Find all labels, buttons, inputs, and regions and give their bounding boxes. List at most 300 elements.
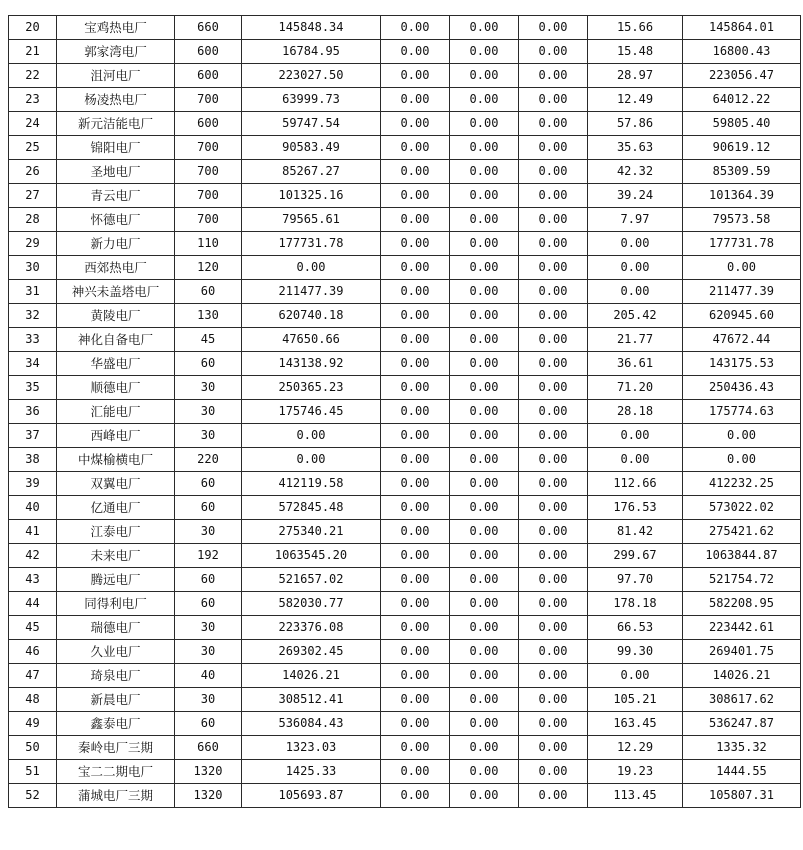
plant-name-cell: 新元洁能电厂 xyxy=(57,112,175,136)
value-cell: 177731.78 xyxy=(242,232,381,256)
value-cell: 14026.21 xyxy=(242,664,381,688)
row-number-cell: 21 xyxy=(9,40,57,64)
total-cell: 177731.78 xyxy=(683,232,801,256)
row-number-cell: 40 xyxy=(9,496,57,520)
total-cell: 47672.44 xyxy=(683,328,801,352)
plant-name-cell: 华盛电厂 xyxy=(57,352,175,376)
zero-cell-c: 0.00 xyxy=(519,136,588,160)
adjustment-cell: 35.63 xyxy=(588,136,683,160)
plant-name-cell: 琦泉电厂 xyxy=(57,664,175,688)
total-cell: 521754.72 xyxy=(683,568,801,592)
plant-name-cell: 神化自备电厂 xyxy=(57,328,175,352)
plant-name-cell: 汇能电厂 xyxy=(57,400,175,424)
zero-cell-b: 0.00 xyxy=(450,160,519,184)
zero-cell-a: 0.00 xyxy=(381,88,450,112)
zero-cell-c: 0.00 xyxy=(519,400,588,424)
adjustment-cell: 205.42 xyxy=(588,304,683,328)
row-number-cell: 30 xyxy=(9,256,57,280)
adjustment-cell: 0.00 xyxy=(588,448,683,472)
zero-cell-c: 0.00 xyxy=(519,64,588,88)
zero-cell-c: 0.00 xyxy=(519,280,588,304)
total-cell: 620945.60 xyxy=(683,304,801,328)
capacity-cell: 660 xyxy=(175,16,242,40)
value-cell: 275340.21 xyxy=(242,520,381,544)
value-cell: 90583.49 xyxy=(242,136,381,160)
value-cell: 101325.16 xyxy=(242,184,381,208)
zero-cell-c: 0.00 xyxy=(519,160,588,184)
zero-cell-a: 0.00 xyxy=(381,520,450,544)
zero-cell-b: 0.00 xyxy=(450,16,519,40)
row-number-cell: 27 xyxy=(9,184,57,208)
capacity-cell: 60 xyxy=(175,352,242,376)
zero-cell-a: 0.00 xyxy=(381,136,450,160)
plant-name-cell: 西郊热电厂 xyxy=(57,256,175,280)
table-row xyxy=(9,352,801,376)
zero-cell-b: 0.00 xyxy=(450,208,519,232)
zero-cell-a: 0.00 xyxy=(381,640,450,664)
table-row xyxy=(9,16,801,40)
row-number-cell: 50 xyxy=(9,736,57,760)
value-cell: 0.00 xyxy=(242,448,381,472)
table-row xyxy=(9,424,801,448)
total-cell: 79573.58 xyxy=(683,208,801,232)
value-cell: 572845.48 xyxy=(242,496,381,520)
zero-cell-b: 0.00 xyxy=(450,40,519,64)
plant-name-cell: 西峰电厂 xyxy=(57,424,175,448)
row-number-cell: 38 xyxy=(9,448,57,472)
value-cell: 1323.03 xyxy=(242,736,381,760)
adjustment-cell: 99.30 xyxy=(588,640,683,664)
adjustment-cell: 12.29 xyxy=(588,736,683,760)
total-cell: 308617.62 xyxy=(683,688,801,712)
total-cell: 59805.40 xyxy=(683,112,801,136)
plant-name-cell: 怀德电厂 xyxy=(57,208,175,232)
zero-cell-b: 0.00 xyxy=(450,520,519,544)
adjustment-cell: 178.18 xyxy=(588,592,683,616)
table-row xyxy=(9,448,801,472)
adjustment-cell: 39.24 xyxy=(588,184,683,208)
total-cell: 175774.63 xyxy=(683,400,801,424)
adjustment-cell: 0.00 xyxy=(588,280,683,304)
table-row xyxy=(9,88,801,112)
zero-cell-c: 0.00 xyxy=(519,328,588,352)
capacity-cell: 660 xyxy=(175,736,242,760)
zero-cell-a: 0.00 xyxy=(381,40,450,64)
table-body xyxy=(9,16,801,808)
total-cell: 1063844.87 xyxy=(683,544,801,568)
capacity-cell: 120 xyxy=(175,256,242,280)
zero-cell-b: 0.00 xyxy=(450,88,519,112)
plant-name-cell: 亿通电厂 xyxy=(57,496,175,520)
total-cell: 223442.61 xyxy=(683,616,801,640)
plant-name-cell: 沮河电厂 xyxy=(57,64,175,88)
capacity-cell: 40 xyxy=(175,664,242,688)
total-cell: 145864.01 xyxy=(683,16,801,40)
row-number-cell: 25 xyxy=(9,136,57,160)
table-row xyxy=(9,472,801,496)
total-cell: 269401.75 xyxy=(683,640,801,664)
zero-cell-b: 0.00 xyxy=(450,496,519,520)
zero-cell-b: 0.00 xyxy=(450,616,519,640)
zero-cell-b: 0.00 xyxy=(450,328,519,352)
plant-name-cell: 同得利电厂 xyxy=(57,592,175,616)
zero-cell-a: 0.00 xyxy=(381,616,450,640)
zero-cell-b: 0.00 xyxy=(450,112,519,136)
total-cell: 101364.39 xyxy=(683,184,801,208)
capacity-cell: 192 xyxy=(175,544,242,568)
adjustment-cell: 71.20 xyxy=(588,376,683,400)
adjustment-cell: 113.45 xyxy=(588,784,683,808)
table-row xyxy=(9,376,801,400)
adjustment-cell: 112.66 xyxy=(588,472,683,496)
capacity-cell: 45 xyxy=(175,328,242,352)
zero-cell-b: 0.00 xyxy=(450,592,519,616)
adjustment-cell: 19.23 xyxy=(588,760,683,784)
capacity-cell: 700 xyxy=(175,136,242,160)
zero-cell-b: 0.00 xyxy=(450,736,519,760)
total-cell: 412232.25 xyxy=(683,472,801,496)
zero-cell-c: 0.00 xyxy=(519,208,588,232)
capacity-cell: 60 xyxy=(175,568,242,592)
table-row xyxy=(9,496,801,520)
zero-cell-a: 0.00 xyxy=(381,736,450,760)
adjustment-cell: 7.97 xyxy=(588,208,683,232)
value-cell: 0.00 xyxy=(242,256,381,280)
zero-cell-b: 0.00 xyxy=(450,136,519,160)
zero-cell-b: 0.00 xyxy=(450,424,519,448)
plant-name-cell: 宝二二期电厂 xyxy=(57,760,175,784)
zero-cell-a: 0.00 xyxy=(381,448,450,472)
row-number-cell: 26 xyxy=(9,160,57,184)
total-cell: 90619.12 xyxy=(683,136,801,160)
zero-cell-c: 0.00 xyxy=(519,592,588,616)
table-row xyxy=(9,544,801,568)
table-row xyxy=(9,640,801,664)
plant-name-cell: 秦岭电厂三期 xyxy=(57,736,175,760)
row-number-cell: 31 xyxy=(9,280,57,304)
adjustment-cell: 15.66 xyxy=(588,16,683,40)
plant-name-cell: 新晨电厂 xyxy=(57,688,175,712)
row-number-cell: 29 xyxy=(9,232,57,256)
capacity-cell: 60 xyxy=(175,496,242,520)
zero-cell-c: 0.00 xyxy=(519,88,588,112)
zero-cell-c: 0.00 xyxy=(519,496,588,520)
zero-cell-a: 0.00 xyxy=(381,400,450,424)
capacity-cell: 30 xyxy=(175,424,242,448)
zero-cell-b: 0.00 xyxy=(450,280,519,304)
adjustment-cell: 42.32 xyxy=(588,160,683,184)
row-number-cell: 35 xyxy=(9,376,57,400)
zero-cell-b: 0.00 xyxy=(450,472,519,496)
zero-cell-b: 0.00 xyxy=(450,232,519,256)
plant-name-cell: 腾远电厂 xyxy=(57,568,175,592)
value-cell: 79565.61 xyxy=(242,208,381,232)
plant-name-cell: 顺德电厂 xyxy=(57,376,175,400)
total-cell: 573022.02 xyxy=(683,496,801,520)
table-row xyxy=(9,160,801,184)
table-row xyxy=(9,208,801,232)
zero-cell-a: 0.00 xyxy=(381,376,450,400)
zero-cell-b: 0.00 xyxy=(450,712,519,736)
zero-cell-c: 0.00 xyxy=(519,616,588,640)
plant-name-cell: 鑫泰电厂 xyxy=(57,712,175,736)
table-row xyxy=(9,760,801,784)
row-number-cell: 39 xyxy=(9,472,57,496)
plant-name-cell: 圣地电厂 xyxy=(57,160,175,184)
zero-cell-b: 0.00 xyxy=(450,568,519,592)
adjustment-cell: 97.70 xyxy=(588,568,683,592)
total-cell: 250436.43 xyxy=(683,376,801,400)
zero-cell-a: 0.00 xyxy=(381,160,450,184)
plant-name-cell: 锦阳电厂 xyxy=(57,136,175,160)
capacity-cell: 700 xyxy=(175,184,242,208)
adjustment-cell: 0.00 xyxy=(588,256,683,280)
zero-cell-c: 0.00 xyxy=(519,112,588,136)
value-cell: 582030.77 xyxy=(242,592,381,616)
zero-cell-a: 0.00 xyxy=(381,496,450,520)
zero-cell-a: 0.00 xyxy=(381,184,450,208)
value-cell: 536084.43 xyxy=(242,712,381,736)
zero-cell-a: 0.00 xyxy=(381,256,450,280)
row-number-cell: 46 xyxy=(9,640,57,664)
adjustment-cell: 299.67 xyxy=(588,544,683,568)
total-cell: 275421.62 xyxy=(683,520,801,544)
capacity-cell: 1320 xyxy=(175,784,242,808)
zero-cell-a: 0.00 xyxy=(381,472,450,496)
value-cell: 620740.18 xyxy=(242,304,381,328)
adjustment-cell: 0.00 xyxy=(588,664,683,688)
table-row xyxy=(9,232,801,256)
row-number-cell: 45 xyxy=(9,616,57,640)
zero-cell-c: 0.00 xyxy=(519,544,588,568)
zero-cell-c: 0.00 xyxy=(519,640,588,664)
value-cell: 308512.41 xyxy=(242,688,381,712)
value-cell: 143138.92 xyxy=(242,352,381,376)
table-row xyxy=(9,112,801,136)
zero-cell-b: 0.00 xyxy=(450,304,519,328)
capacity-cell: 30 xyxy=(175,400,242,424)
row-number-cell: 43 xyxy=(9,568,57,592)
zero-cell-b: 0.00 xyxy=(450,184,519,208)
value-cell: 1425.33 xyxy=(242,760,381,784)
table-row xyxy=(9,568,801,592)
plant-name-cell: 中煤榆横电厂 xyxy=(57,448,175,472)
capacity-cell: 30 xyxy=(175,688,242,712)
plant-name-cell: 未来电厂 xyxy=(57,544,175,568)
zero-cell-b: 0.00 xyxy=(450,352,519,376)
table-row xyxy=(9,712,801,736)
row-number-cell: 22 xyxy=(9,64,57,88)
zero-cell-b: 0.00 xyxy=(450,64,519,88)
zero-cell-c: 0.00 xyxy=(519,40,588,64)
zero-cell-b: 0.00 xyxy=(450,688,519,712)
zero-cell-a: 0.00 xyxy=(381,784,450,808)
zero-cell-c: 0.00 xyxy=(519,688,588,712)
row-number-cell: 23 xyxy=(9,88,57,112)
zero-cell-c: 0.00 xyxy=(519,304,588,328)
zero-cell-c: 0.00 xyxy=(519,232,588,256)
zero-cell-b: 0.00 xyxy=(450,784,519,808)
zero-cell-a: 0.00 xyxy=(381,688,450,712)
total-cell: 0.00 xyxy=(683,424,801,448)
capacity-cell: 30 xyxy=(175,520,242,544)
total-cell: 536247.87 xyxy=(683,712,801,736)
zero-cell-c: 0.00 xyxy=(519,256,588,280)
row-number-cell: 49 xyxy=(9,712,57,736)
plant-name-cell: 青云电厂 xyxy=(57,184,175,208)
table-row xyxy=(9,184,801,208)
table-row xyxy=(9,328,801,352)
value-cell: 521657.02 xyxy=(242,568,381,592)
zero-cell-c: 0.00 xyxy=(519,472,588,496)
zero-cell-a: 0.00 xyxy=(381,208,450,232)
adjustment-cell: 176.53 xyxy=(588,496,683,520)
plant-name-cell: 杨凌热电厂 xyxy=(57,88,175,112)
total-cell: 211477.39 xyxy=(683,280,801,304)
total-cell: 0.00 xyxy=(683,256,801,280)
table-row xyxy=(9,688,801,712)
capacity-cell: 30 xyxy=(175,376,242,400)
table-row xyxy=(9,664,801,688)
row-number-cell: 52 xyxy=(9,784,57,808)
plant-name-cell: 江泰电厂 xyxy=(57,520,175,544)
capacity-cell: 600 xyxy=(175,64,242,88)
value-cell: 145848.34 xyxy=(242,16,381,40)
zero-cell-a: 0.00 xyxy=(381,544,450,568)
value-cell: 223027.50 xyxy=(242,64,381,88)
row-number-cell: 37 xyxy=(9,424,57,448)
total-cell: 223056.47 xyxy=(683,64,801,88)
adjustment-cell: 15.48 xyxy=(588,40,683,64)
value-cell: 175746.45 xyxy=(242,400,381,424)
zero-cell-c: 0.00 xyxy=(519,448,588,472)
zero-cell-a: 0.00 xyxy=(381,16,450,40)
adjustment-cell: 57.86 xyxy=(588,112,683,136)
value-cell: 1063545.20 xyxy=(242,544,381,568)
total-cell: 105807.31 xyxy=(683,784,801,808)
adjustment-cell: 163.45 xyxy=(588,712,683,736)
zero-cell-b: 0.00 xyxy=(450,376,519,400)
capacity-cell: 60 xyxy=(175,712,242,736)
zero-cell-a: 0.00 xyxy=(381,592,450,616)
table-row xyxy=(9,64,801,88)
row-number-cell: 44 xyxy=(9,592,57,616)
capacity-cell: 110 xyxy=(175,232,242,256)
table-row xyxy=(9,736,801,760)
zero-cell-c: 0.00 xyxy=(519,736,588,760)
plant-name-cell: 瑞德电厂 xyxy=(57,616,175,640)
value-cell: 105693.87 xyxy=(242,784,381,808)
value-cell: 63999.73 xyxy=(242,88,381,112)
capacity-cell: 600 xyxy=(175,112,242,136)
zero-cell-c: 0.00 xyxy=(519,568,588,592)
row-number-cell: 33 xyxy=(9,328,57,352)
row-number-cell: 42 xyxy=(9,544,57,568)
row-number-cell: 47 xyxy=(9,664,57,688)
adjustment-cell: 81.42 xyxy=(588,520,683,544)
total-cell: 14026.21 xyxy=(683,664,801,688)
capacity-cell: 700 xyxy=(175,208,242,232)
capacity-cell: 30 xyxy=(175,640,242,664)
zero-cell-c: 0.00 xyxy=(519,376,588,400)
capacity-cell: 700 xyxy=(175,160,242,184)
total-cell: 16800.43 xyxy=(683,40,801,64)
row-number-cell: 41 xyxy=(9,520,57,544)
total-cell: 85309.59 xyxy=(683,160,801,184)
value-cell: 211477.39 xyxy=(242,280,381,304)
adjustment-cell: 0.00 xyxy=(588,424,683,448)
plant-name-cell: 神兴未盖塔电厂 xyxy=(57,280,175,304)
table-row xyxy=(9,400,801,424)
adjustment-cell: 12.49 xyxy=(588,88,683,112)
table-row xyxy=(9,256,801,280)
value-cell: 412119.58 xyxy=(242,472,381,496)
plant-name-cell: 宝鸡热电厂 xyxy=(57,16,175,40)
value-cell: 223376.08 xyxy=(242,616,381,640)
zero-cell-b: 0.00 xyxy=(450,448,519,472)
zero-cell-c: 0.00 xyxy=(519,760,588,784)
zero-cell-b: 0.00 xyxy=(450,664,519,688)
zero-cell-b: 0.00 xyxy=(450,544,519,568)
zero-cell-c: 0.00 xyxy=(519,520,588,544)
row-number-cell: 51 xyxy=(9,760,57,784)
plant-name-cell: 郭家湾电厂 xyxy=(57,40,175,64)
zero-cell-a: 0.00 xyxy=(381,424,450,448)
zero-cell-c: 0.00 xyxy=(519,16,588,40)
zero-cell-a: 0.00 xyxy=(381,664,450,688)
row-number-cell: 48 xyxy=(9,688,57,712)
value-cell: 250365.23 xyxy=(242,376,381,400)
capacity-cell: 60 xyxy=(175,472,242,496)
zero-cell-a: 0.00 xyxy=(381,232,450,256)
capacity-cell: 60 xyxy=(175,592,242,616)
zero-cell-a: 0.00 xyxy=(381,712,450,736)
data-table xyxy=(8,15,801,808)
capacity-cell: 1320 xyxy=(175,760,242,784)
value-cell: 59747.54 xyxy=(242,112,381,136)
total-cell: 1335.32 xyxy=(683,736,801,760)
row-number-cell: 34 xyxy=(9,352,57,376)
zero-cell-a: 0.00 xyxy=(381,328,450,352)
capacity-cell: 60 xyxy=(175,280,242,304)
plant-name-cell: 久业电厂 xyxy=(57,640,175,664)
plant-name-cell: 黄陵电厂 xyxy=(57,304,175,328)
plant-name-cell: 新力电厂 xyxy=(57,232,175,256)
row-number-cell: 28 xyxy=(9,208,57,232)
adjustment-cell: 0.00 xyxy=(588,232,683,256)
zero-cell-b: 0.00 xyxy=(450,400,519,424)
zero-cell-a: 0.00 xyxy=(381,304,450,328)
zero-cell-a: 0.00 xyxy=(381,568,450,592)
table-row xyxy=(9,520,801,544)
total-cell: 143175.53 xyxy=(683,352,801,376)
adjustment-cell: 21.77 xyxy=(588,328,683,352)
zero-cell-a: 0.00 xyxy=(381,280,450,304)
adjustment-cell: 36.61 xyxy=(588,352,683,376)
capacity-cell: 700 xyxy=(175,88,242,112)
zero-cell-c: 0.00 xyxy=(519,712,588,736)
value-cell: 16784.95 xyxy=(242,40,381,64)
total-cell: 0.00 xyxy=(683,448,801,472)
value-cell: 269302.45 xyxy=(242,640,381,664)
row-number-cell: 36 xyxy=(9,400,57,424)
row-number-cell: 20 xyxy=(9,16,57,40)
table-row xyxy=(9,592,801,616)
total-cell: 582208.95 xyxy=(683,592,801,616)
zero-cell-c: 0.00 xyxy=(519,784,588,808)
zero-cell-a: 0.00 xyxy=(381,64,450,88)
capacity-cell: 600 xyxy=(175,40,242,64)
